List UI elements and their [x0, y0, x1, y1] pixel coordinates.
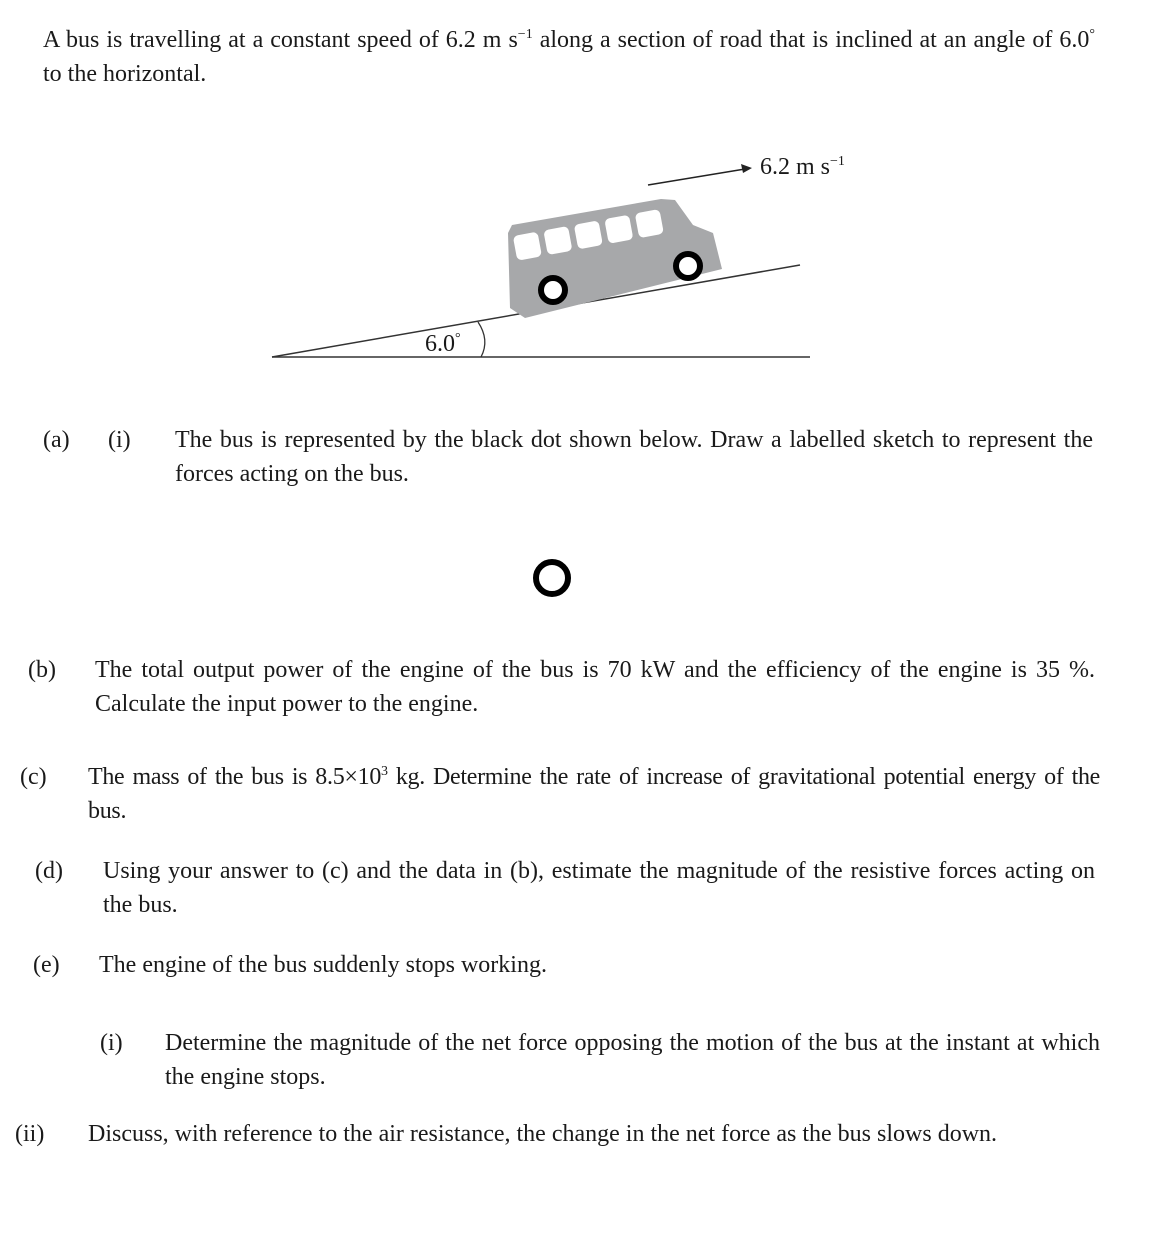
bus-rear-wheel: [541, 278, 565, 302]
intro-part: along a section of road that is inclined at an angle of 6.0: [532, 27, 1090, 53]
question-c-part: kg. Determine the rate of increase of gravitational potential energy of the bus.: [88, 764, 1101, 824]
velocity-arrow: [648, 169, 745, 185]
intro-part: to the horizontal.: [43, 61, 207, 87]
angle-sup: °: [455, 331, 461, 346]
question-c-part: The mass of the bus is 8.5×10: [88, 764, 382, 790]
velocity-arrowhead: [741, 164, 752, 173]
angle-arc: [478, 322, 485, 357]
intro-sup: −1: [517, 27, 533, 42]
intro-part: A bus is travelling at a constant speed of 6.2 m s: [43, 27, 518, 53]
question-a-i-label: (i): [108, 427, 131, 453]
question-c-text: [88, 760, 1100, 828]
bus-dot: [536, 562, 568, 594]
question-c-label: (c): [20, 764, 47, 790]
question-a-text: The bus is represented by the black dot shown below. Draw a labelled sketch to represent the forces acting on the bus.: [175, 427, 1093, 487]
question-c-sup: 3: [381, 764, 388, 779]
question-e-i-label: (i): [100, 1030, 123, 1056]
question-e-ii-text: Discuss, with reference to the air resistance, the change in the net force as the bus slows down.: [88, 1121, 998, 1147]
angle-value: 6.0: [425, 331, 455, 357]
question-e-text: The engine of the bus suddenly stops working.: [99, 952, 547, 978]
question-a-label: (a): [43, 427, 70, 453]
question-b-label: (b): [28, 657, 56, 683]
question-e-i-text: Determine the magnitude of the net force opposing the motion of the bus at the instant at which the engine stops.: [165, 1030, 1100, 1090]
speed-label: [760, 150, 845, 184]
question-d-label: (d): [35, 858, 63, 884]
intro-sup: °: [1089, 27, 1095, 42]
bus-front-wheel: [676, 254, 700, 278]
question-b-text: The total output power of the engine of the bus is 70 kW and the efficiency of the engine is 35 %. Calculate the input power to the engine.: [95, 657, 1095, 717]
angle-label: [425, 327, 461, 361]
speed-sup: −1: [830, 154, 845, 169]
speed-value: 6.2 m s: [760, 154, 831, 180]
question-d-text: Using your answer to (c) and the data in (b), estimate the magnitude of the resistive forces acting on the bus.: [103, 858, 1095, 918]
question-e-ii-label: (ii): [15, 1121, 45, 1147]
question-e-label: (e): [33, 952, 60, 978]
